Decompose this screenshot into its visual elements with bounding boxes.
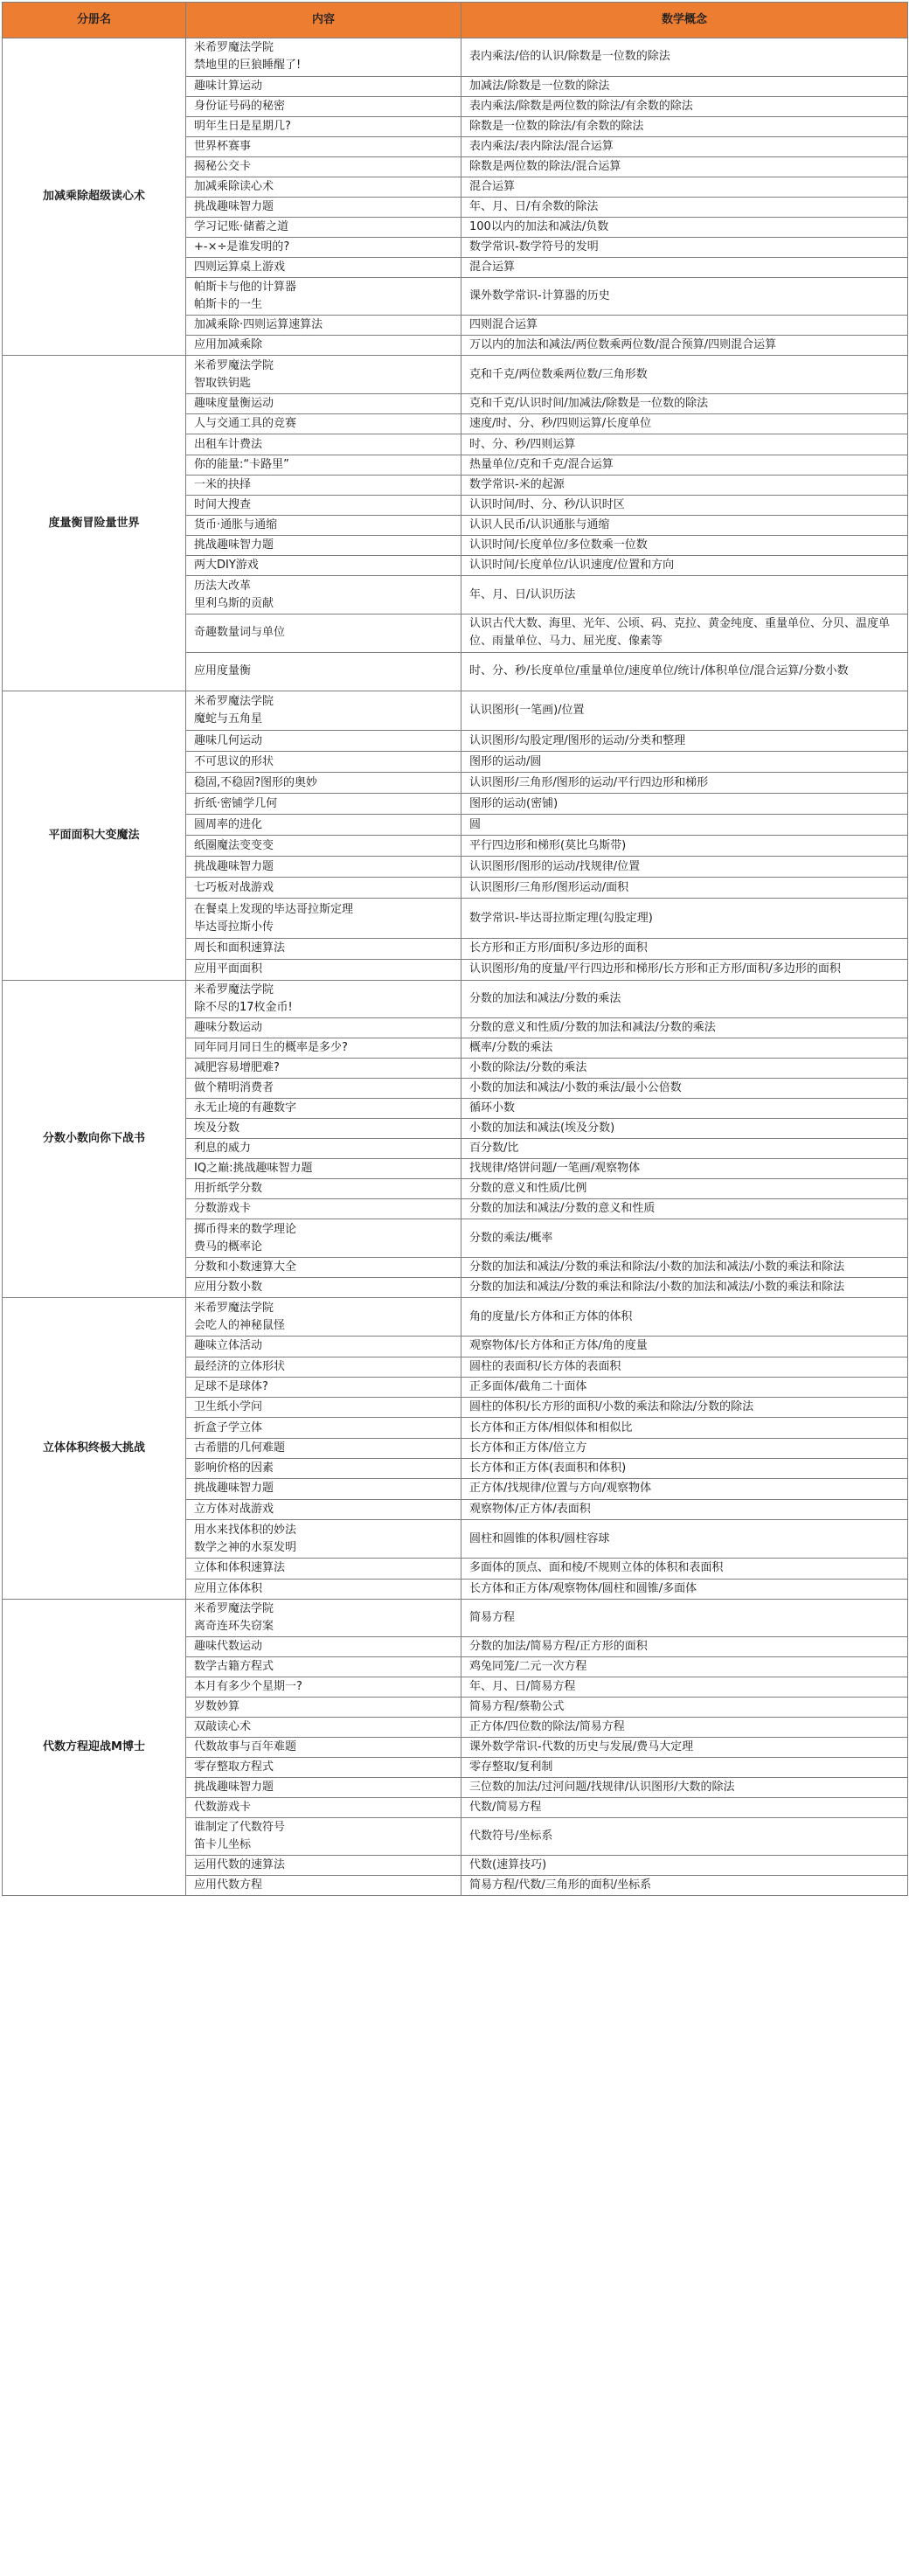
content-cell: 分数和小数速算大全 [186, 1257, 461, 1277]
content-cell: 古希腊的几何难题 [186, 1438, 461, 1458]
math-concept-cell: 代数/简易方程 [461, 1797, 908, 1817]
math-concept-cell: 正方体/找规律/位置与方向/观察物体 [461, 1479, 908, 1499]
math-concept-cell: 鸡兔同笼/二元一次方程 [461, 1656, 908, 1677]
content-cell: 折盒子学立体 [186, 1418, 461, 1438]
math-concept-cell: 简易方程/代数/三角形的面积/坐标系 [461, 1875, 908, 1895]
math-concept-cell: 认识图形/三角形/图形运动/面积 [461, 878, 908, 899]
math-concept-cell: 平行四边形和梯形(莫比乌斯带) [461, 836, 908, 857]
math-concept-cell: 认识图形/角的度量/平行四边形和梯形/长方形和正方形/面积/多边形的面积 [461, 959, 908, 980]
math-concept-cell: 加减法/除数是一位数的除法 [461, 76, 908, 96]
volume-name-cell: 分数小数向你下战书 [3, 980, 186, 1297]
math-concept-cell: 混合运算 [461, 257, 908, 277]
content-cell: 揭秘公交卡 [186, 156, 461, 177]
table-row [3, 691, 908, 731]
math-concept-cell: 正多面体/截角二十面体 [461, 1377, 908, 1397]
volume-name-cell: 加减乘除超级读心术 [3, 38, 186, 356]
math-concept-cell: 分数的乘法/概率 [461, 1219, 908, 1258]
math-concept-cell: 圆柱的表面积/长方体的表面积 [461, 1357, 908, 1377]
content-cell: 挑战趣味智力题 [186, 1777, 461, 1797]
content-cell: 米希罗魔法学院 魔蛇与五角星 [186, 691, 461, 731]
header-content: 内容 [186, 3, 461, 38]
math-concept-cell: 百分数/比 [461, 1139, 908, 1159]
math-concept-cell: 分数的加法和减法/分数的乘法和除法/小数的加法和减法/小数的乘法和除法 [461, 1277, 908, 1297]
content-cell: 米希罗魔法学院 除不尽的17枚金币! [186, 980, 461, 1018]
math-concept-cell: 认识时间/长度单位/多位数乘一位数 [461, 535, 908, 555]
math-concept-cell: 分数的意义和性质/比例 [461, 1179, 908, 1199]
math-concept-cell: 认识时间/时、分、秒/认识时区 [461, 495, 908, 515]
content-cell: 本月有多少个星期一? [186, 1677, 461, 1697]
content-cell: 数学古籍方程式 [186, 1656, 461, 1677]
table-row [3, 38, 908, 77]
book-concept-table [2, 2, 908, 1896]
content-cell: 做个精明消费者 [186, 1079, 461, 1099]
content-cell: 趣味计算运动 [186, 76, 461, 96]
math-concept-cell: 圆 [461, 815, 908, 836]
math-concept-cell: 数学常识-米的起源 [461, 475, 908, 495]
math-concept-cell: 多面体的顶点、面和棱/不规则立体的体积和表面积 [461, 1559, 908, 1579]
math-concept-cell: 认识古代大数、海里、光年、公顷、码、克拉、黄金纯度、重量单位、分贝、温度单位、雨量单位、马力、屈光度、像素等 [461, 614, 908, 653]
math-concept-cell: 表内乘法/除数是两位数的除法/有余数的除法 [461, 96, 908, 116]
math-concept-cell: 认识图形/勾股定理/图形的运动/分类和整理 [461, 731, 908, 752]
content-cell: 不可思议的形状 [186, 752, 461, 773]
content-cell: 应用加减乘除 [186, 336, 461, 356]
math-concept-cell: 年、月、日/简易方程 [461, 1677, 908, 1697]
content-cell: 分数游戏卡 [186, 1199, 461, 1219]
content-cell: 立体和体积速算法 [186, 1559, 461, 1579]
math-concept-cell: 观察物体/正方体/表面积 [461, 1499, 908, 1519]
content-cell: 米希罗魔法学院 禁地里的巨狼睡醒了! [186, 38, 461, 77]
math-concept-cell: 分数的加法和减法/分数的乘法 [461, 980, 908, 1018]
volume-name-cell: 平面面积大变魔法 [3, 691, 186, 980]
content-cell: 零存整取方程式 [186, 1757, 461, 1777]
math-concept-cell: 正方体/四位数的除法/简易方程 [461, 1717, 908, 1737]
math-concept-cell: 分数的加法和减法/分数的意义和性质 [461, 1199, 908, 1219]
content-cell: 影响价格的因素 [186, 1459, 461, 1479]
math-concept-cell: 课外数学常识-计算器的历史 [461, 277, 908, 316]
table-header [3, 3, 908, 38]
volume-name-cell: 立体体积终极大挑战 [3, 1297, 186, 1599]
math-concept-cell: 小数的除法/分数的乘法 [461, 1059, 908, 1079]
math-concept-cell: 100以内的加法和减法/负数 [461, 217, 908, 237]
math-concept-cell: 认识人民币/认识通胀与通缩 [461, 515, 908, 535]
math-concept-cell: 认识时间/长度单位/认识速度/位置和方向 [461, 556, 908, 576]
table-row [3, 1599, 908, 1636]
content-cell: 应用立体体积 [186, 1579, 461, 1599]
content-cell: 挑战趣味智力题 [186, 1479, 461, 1499]
content-cell: 应用代数方程 [186, 1875, 461, 1895]
content-cell: 七巧板对战游戏 [186, 878, 461, 899]
math-concept-cell: 时、分、秒/长度单位/重量单位/速度单位/统计/体积单位/混合运算/分数小数 [461, 652, 908, 691]
math-concept-cell: 三位数的加法/过河问题/找规律/认识图形/大数的除法 [461, 1777, 908, 1797]
content-cell: IQ之巅:挑战趣味智力题 [186, 1159, 461, 1179]
math-concept-cell: 长方体和正方体/相似体和相似比 [461, 1418, 908, 1438]
content-cell: 纸圈魔法变变变 [186, 836, 461, 857]
math-concept-cell: 代数(速算技巧) [461, 1855, 908, 1875]
content-cell: 减肥容易增肥难? [186, 1059, 461, 1079]
math-concept-cell: 年、月、日/认识历法 [461, 576, 908, 614]
header-row [3, 3, 908, 38]
math-concept-cell: 除数是两位数的除法/混合运算 [461, 156, 908, 177]
content-cell: 圆周率的进化 [186, 815, 461, 836]
math-concept-cell: 课外数学常识-代数的历史与发展/费马大定理 [461, 1737, 908, 1757]
content-cell: 折纸·密铺学几何 [186, 794, 461, 815]
math-concept-cell: 混合运算 [461, 177, 908, 197]
math-concept-cell: 克和千克/两位数乘两位数/三角形数 [461, 356, 908, 394]
content-cell: 帕斯卡与他的计算器 帕斯卡的一生 [186, 277, 461, 316]
math-concept-cell: 圆柱和圆锥的体积/圆柱容球 [461, 1519, 908, 1558]
content-cell: 四则运算桌上游戏 [186, 257, 461, 277]
content-cell: 应用平面面积 [186, 959, 461, 980]
math-concept-cell: 表内乘法/表内除法/混合运算 [461, 136, 908, 156]
content-cell: 米希罗魔法学院 智取铁钥匙 [186, 356, 461, 394]
math-concept-cell: 长方体和正方体/观察物体/圆柱和圆锥/多面体 [461, 1579, 908, 1599]
content-cell: 奇趣数量词与单位 [186, 614, 461, 653]
volume-name-cell: 代数方程迎战M博士 [3, 1599, 186, 1895]
content-cell: 时间大搜查 [186, 495, 461, 515]
volume-name-cell: 度量衡冒险量世界 [3, 356, 186, 691]
math-concept-cell: 小数的加法和减法(埃及分数) [461, 1119, 908, 1139]
content-cell: 足球不是球体? [186, 1377, 461, 1397]
content-cell: 利息的威力 [186, 1139, 461, 1159]
math-concept-cell: 分数的意义和性质/分数的加法和减法/分数的乘法 [461, 1018, 908, 1038]
content-cell: 加减乘除读心术 [186, 177, 461, 197]
content-cell: 岁数妙算 [186, 1697, 461, 1717]
content-cell: 挑战趣味智力题 [186, 535, 461, 555]
content-cell: 用折纸学分数 [186, 1179, 461, 1199]
table-body [3, 38, 908, 1896]
math-concept-cell: 热量单位/克和千克/混合运算 [461, 455, 908, 475]
math-concept-cell: 小数的加法和减法/小数的乘法/最小公倍数 [461, 1079, 908, 1099]
content-cell: 双敲读心术 [186, 1717, 461, 1737]
content-cell: 米希罗魔法学院 离奇连环失窃案 [186, 1599, 461, 1636]
content-cell: 一米的抉择 [186, 475, 461, 495]
content-cell: 趣味分数运动 [186, 1018, 461, 1038]
content-cell: 人与交通工具的竞赛 [186, 414, 461, 434]
content-cell: 世界杯赛事 [186, 136, 461, 156]
math-concept-cell: 概率/分数的乘法 [461, 1038, 908, 1059]
content-cell: 稳固,不稳固?图形的奥妙 [186, 773, 461, 794]
math-concept-cell: 四则混合运算 [461, 316, 908, 336]
content-cell: 代数游戏卡 [186, 1797, 461, 1817]
header-volume-name: 分册名 [3, 3, 186, 38]
math-concept-cell: 循环小数 [461, 1099, 908, 1119]
math-concept-cell: 长方体和正方体(表面积和体积) [461, 1459, 908, 1479]
content-cell: 应用度量衡 [186, 652, 461, 691]
content-cell: 加减乘除·四则运算速算法 [186, 316, 461, 336]
math-concept-cell: 除数是一位数的除法/有余数的除法 [461, 116, 908, 136]
math-concept-cell: 认识图形/三角形/图形的运动/平行四边形和梯形 [461, 773, 908, 794]
content-cell: +-×÷是谁发明的? [186, 237, 461, 257]
content-cell: 米希罗魔法学院 会吃人的神秘鼠怪 [186, 1297, 461, 1336]
math-concept-cell: 数学常识-毕达哥拉斯定理(勾股定理) [461, 899, 908, 939]
math-concept-cell: 年、月、日/有余数的除法 [461, 197, 908, 217]
math-concept-cell: 速度/时、分、秒/四则运算/长度单位 [461, 414, 908, 434]
math-concept-cell: 圆柱的体积/长方形的面积/小数的乘法和除法/分数的除法 [461, 1398, 908, 1418]
content-cell: 立方体对战游戏 [186, 1499, 461, 1519]
content-cell: 挑战趣味智力题 [186, 197, 461, 217]
content-cell: 明年生日是星期几? [186, 116, 461, 136]
math-concept-cell: 找规律/烙饼问题/一笔画/观察物体 [461, 1159, 908, 1179]
math-concept-cell: 图形的运动(密铺) [461, 794, 908, 815]
math-concept-cell: 万以内的加法和减法/两位数乘两位数/混合预算/四则混合运算 [461, 336, 908, 356]
content-cell: 身份证号码的秘密 [186, 96, 461, 116]
header-math-concept: 数学概念 [461, 3, 908, 38]
content-cell: 用水来找体积的妙法 数学之神的水泵发明 [186, 1519, 461, 1558]
math-concept-cell: 分数的加法/简易方程/正方形的面积 [461, 1636, 908, 1656]
content-cell: 同年同月同日生的概率是多少? [186, 1038, 461, 1059]
content-cell: 永无止境的有趣数字 [186, 1099, 461, 1119]
table-row [3, 980, 908, 1018]
content-cell: 两大DIY游戏 [186, 556, 461, 576]
content-cell: 周长和面积速算法 [186, 938, 461, 959]
math-concept-cell: 简易方程 [461, 1599, 908, 1636]
math-concept-cell: 数学常识-数学符号的发明 [461, 237, 908, 257]
math-concept-cell: 零存整取/复利制 [461, 1757, 908, 1777]
content-cell: 趣味代数运动 [186, 1636, 461, 1656]
table-row [3, 356, 908, 394]
math-concept-cell: 认识图形/图形的运动/找规律/位置 [461, 857, 908, 878]
content-cell: 最经济的立体形状 [186, 1357, 461, 1377]
math-concept-cell: 简易方程/蔡勒公式 [461, 1697, 908, 1717]
content-cell: 趣味几何运动 [186, 731, 461, 752]
math-concept-cell: 长方形和正方形/面积/多边形的面积 [461, 938, 908, 959]
content-cell: 你的能量:“卡路里” [186, 455, 461, 475]
math-concept-cell: 克和千克/认识时间/加减法/除数是一位数的除法 [461, 394, 908, 414]
math-concept-cell: 观察物体/长方体和正方体/角的度量 [461, 1337, 908, 1357]
content-cell: 趣味度量衡运动 [186, 394, 461, 414]
math-concept-cell: 表内乘法/倍的认识/除数是一位数的除法 [461, 38, 908, 77]
math-concept-cell: 代数符号/坐标系 [461, 1817, 908, 1855]
math-concept-cell: 长方体和正方体/倍立方 [461, 1438, 908, 1458]
content-cell: 应用分数小数 [186, 1277, 461, 1297]
math-concept-cell: 时、分、秒/四则运算 [461, 434, 908, 455]
content-cell: 在餐桌上发现的毕达哥拉斯定理 毕达哥拉斯小传 [186, 899, 461, 939]
content-cell: 运用代数的速算法 [186, 1855, 461, 1875]
math-concept-cell: 认识图形(一笔画)/位置 [461, 691, 908, 731]
table-row [3, 1297, 908, 1336]
content-cell: 货币·通胀与通缩 [186, 515, 461, 535]
content-cell: 学习记账·储蓄之道 [186, 217, 461, 237]
content-cell: 掷币得来的数学理论 费马的概率论 [186, 1219, 461, 1258]
content-cell: 挑战趣味智力题 [186, 857, 461, 878]
content-cell: 卫生纸小学问 [186, 1398, 461, 1418]
content-cell: 趣味立体活动 [186, 1337, 461, 1357]
content-cell: 谁制定了代数符号 笛卡儿坐标 [186, 1817, 461, 1855]
content-cell: 代数故事与百年难题 [186, 1737, 461, 1757]
math-concept-cell: 分数的加法和减法/分数的乘法和除法/小数的加法和减法/小数的乘法和除法 [461, 1257, 908, 1277]
math-concept-cell: 角的度量/长方体和正方体的体积 [461, 1297, 908, 1336]
math-concept-cell: 图形的运动/圆 [461, 752, 908, 773]
content-cell: 埃及分数 [186, 1119, 461, 1139]
content-cell: 出租车计费法 [186, 434, 461, 455]
content-cell: 历法大改革 里利乌斯的贡献 [186, 576, 461, 614]
